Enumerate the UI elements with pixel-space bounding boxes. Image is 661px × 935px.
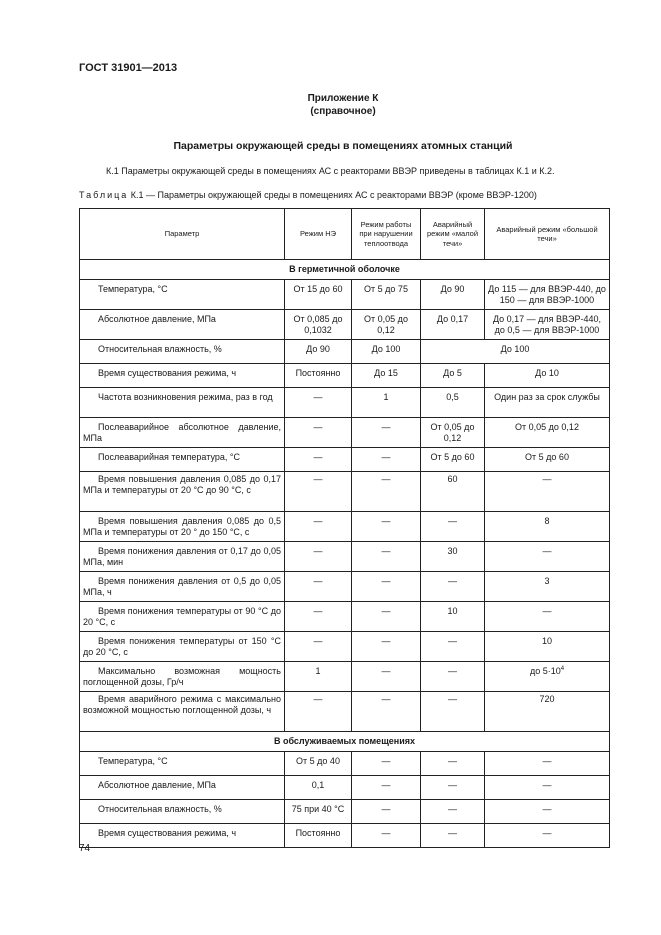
section-row: [80, 732, 610, 752]
large-leak-cell: От 5 до 60: [485, 448, 610, 472]
ne-cell: Постоянно: [285, 824, 352, 848]
ne-cell: —: [285, 602, 352, 632]
small-leak-cell: До 0,17: [421, 310, 485, 340]
large-leak-cell: —: [485, 542, 610, 572]
param-cell: Относительная влажность, %: [80, 340, 285, 364]
ne-cell: —: [285, 542, 352, 572]
ne-cell: —: [285, 388, 352, 418]
table-row: [80, 418, 610, 448]
nt-cell: —: [352, 572, 421, 602]
nt-cell: —: [352, 542, 421, 572]
small-leak-cell: —: [421, 824, 485, 848]
small-leak-cell: —: [421, 572, 485, 602]
ne-cell: 75 при 40 °С: [285, 800, 352, 824]
table-caption: [79, 190, 537, 200]
nt-cell: —: [352, 512, 421, 542]
nt-cell: —: [352, 662, 421, 692]
nt-cell: —: [352, 692, 421, 732]
small-leak-cell: До 5: [421, 364, 485, 388]
table-row: [80, 280, 610, 310]
header-small-leak: Аварийный режим «малой течи»: [421, 209, 485, 260]
table-row: [80, 776, 610, 800]
nt-cell: 1: [352, 388, 421, 418]
large-leak-cell: 8: [485, 512, 610, 542]
table-row: [80, 472, 610, 512]
table-row: [80, 340, 610, 364]
table-row: [80, 388, 610, 418]
merged-leak-cell: До 100: [421, 340, 610, 364]
param-cell: Относительная влажность, %: [80, 800, 285, 824]
table-row: [80, 752, 610, 776]
small-leak-cell: От 0,05 до 0,12: [421, 418, 485, 448]
small-leak-cell: —: [421, 692, 485, 732]
nt-cell: До 15: [352, 364, 421, 388]
table-row: [80, 448, 610, 472]
small-leak-cell: 60: [421, 472, 485, 512]
param-cell: Температура, °С: [80, 280, 285, 310]
small-leak-cell: До 90: [421, 280, 485, 310]
small-leak-cell: —: [421, 776, 485, 800]
annex-title: Приложение К: [307, 93, 379, 104]
ne-cell: От 15 до 60: [285, 280, 352, 310]
param-cell: Время существования режима, ч: [80, 364, 285, 388]
param-cell: Время понижения давления от 0,17 до 0,05 МПа, мин: [80, 542, 285, 572]
ne-cell: До 90: [285, 340, 352, 364]
nt-cell: —: [352, 602, 421, 632]
document-code: ГОСТ 31901—2013: [79, 62, 178, 74]
nt-cell: От 5 до 75: [352, 280, 421, 310]
ne-cell: —: [285, 512, 352, 542]
large-leak-cell: —: [485, 472, 610, 512]
section-title-serviced-rooms: В обслуживаемых помещениях: [80, 732, 610, 752]
large-leak-cell: Один раз за срок службы: [485, 388, 610, 418]
large-leak-cell: —: [485, 824, 610, 848]
param-cell: Время понижения давления от 0,5 до 0,05 МПа, ч: [80, 572, 285, 602]
page-number: 74: [79, 843, 91, 854]
table-caption-text: К.1 — Параметры окружающей среды в помещениях АС с реакторами ВВЭР (кроме ВВЭР-1200): [128, 190, 537, 200]
small-leak-cell: —: [421, 512, 485, 542]
ne-cell: Постоянно: [285, 364, 352, 388]
small-leak-cell: —: [421, 662, 485, 692]
large-leak-cell: —: [485, 800, 610, 824]
small-leak-cell: 0,5: [421, 388, 485, 418]
table-row: [80, 632, 610, 662]
param-cell: Время повышения давления 0,085 до 0,5 МПа и температуры от 20 ° до 150 °С, с: [80, 512, 285, 542]
nt-cell: —: [352, 752, 421, 776]
section-row: [80, 260, 610, 280]
nt-cell: —: [352, 418, 421, 448]
ne-cell: —: [285, 632, 352, 662]
dose-rate-base: до 5·10: [529, 666, 561, 676]
large-leak-cell: 3: [485, 572, 610, 602]
param-cell: Температура, °С: [80, 752, 285, 776]
table-row: [80, 364, 610, 388]
param-cell: Абсолютное давление, МПа: [80, 776, 285, 800]
large-leak-cell: До 10: [485, 364, 610, 388]
table-row: [80, 800, 610, 824]
large-leak-cell: —: [485, 602, 610, 632]
table-caption-label: Таблица: [79, 190, 129, 200]
nt-cell: —: [352, 472, 421, 512]
table-row: [80, 310, 610, 340]
nt-cell: —: [352, 800, 421, 824]
ne-cell: 1: [285, 662, 352, 692]
param-cell: Время понижения температуры от 90 °С до 20 °С, с: [80, 602, 285, 632]
large-leak-cell: —: [485, 752, 610, 776]
param-cell: Частота возникновения режима, раз в год: [80, 388, 285, 418]
large-leak-cell: До 0,17 — для ВВЭР-440, до 0,5 — для ВВЭР-1000: [485, 310, 610, 340]
nt-cell: —: [352, 448, 421, 472]
small-leak-cell: —: [421, 800, 485, 824]
large-leak-cell: До 115 — для ВВЭР-440, до 150 — для ВВЭР-1000: [485, 280, 610, 310]
ne-cell: —: [285, 572, 352, 602]
table-row: [80, 692, 610, 732]
ne-cell: 0,1: [285, 776, 352, 800]
large-leak-cell: 720: [485, 692, 610, 732]
nt-cell: До 100: [352, 340, 421, 364]
large-leak-cell: От 0,05 до 0,12: [485, 418, 610, 448]
table-row: [80, 512, 610, 542]
header-parameter: Параметр: [80, 209, 285, 260]
param-cell: Время понижения температуры от 150 °С до 20 °С, с: [80, 632, 285, 662]
large-leak-cell: 10: [485, 632, 610, 662]
small-leak-cell: 10: [421, 602, 485, 632]
param-cell: Время повышения давления 0,085 до 0,17 МПа и температуры от 20 °С до 90 °С, с: [80, 472, 285, 512]
intro-paragraph: К.1 Параметры окружающей среды в помещениях АС с реакторами ВВЭР приведены в таблицах К.1 и К.2.: [106, 166, 555, 176]
ne-cell: —: [285, 472, 352, 512]
small-leak-cell: От 5 до 60: [421, 448, 485, 472]
param-cell: Время существования режима, ч: [80, 824, 285, 848]
table-header-row: [80, 209, 610, 260]
parameters-table: [79, 208, 610, 848]
table-row: [80, 542, 610, 572]
nt-cell: —: [352, 776, 421, 800]
small-leak-cell: —: [421, 632, 485, 662]
ne-cell: От 5 до 40: [285, 752, 352, 776]
header-large-leak: Аварийный режим «большой течи»: [485, 209, 610, 260]
param-cell: Послеаварийное абсолютное давление, МПа: [80, 418, 285, 448]
table-row: [80, 572, 610, 602]
large-leak-cell: —: [485, 776, 610, 800]
ne-cell: —: [285, 692, 352, 732]
table-row: [80, 662, 610, 692]
table-row: [80, 602, 610, 632]
param-cell: Максимально возможная мощность поглощенной дозы, Гр/ч: [80, 662, 285, 692]
section-title: Параметры окружающей среды в помещениях атомных станций: [173, 140, 513, 152]
param-cell: Абсолютное давление, МПа: [80, 310, 285, 340]
small-leak-cell: —: [421, 752, 485, 776]
ne-cell: От 0,085 до 0,1032: [285, 310, 352, 340]
nt-cell: От 0,05 до 0,12: [352, 310, 421, 340]
dose-rate-exponent: 4: [560, 666, 565, 672]
ne-cell: —: [285, 418, 352, 448]
annex-note: (справочное): [310, 106, 376, 117]
header-normal-mode: Режим НЭ: [285, 209, 352, 260]
large-leak-cell: [485, 662, 610, 692]
header-heat-removal-mode: Режим работы при нарушении теплоотвода: [352, 209, 421, 260]
annex-heading: [79, 92, 607, 118]
nt-cell: —: [352, 632, 421, 662]
small-leak-cell: 30: [421, 542, 485, 572]
section-title-containment: В герметичной оболочке: [80, 260, 610, 280]
nt-cell: —: [352, 824, 421, 848]
ne-cell: —: [285, 448, 352, 472]
param-cell: Послеаварийная температура, °С: [80, 448, 285, 472]
table-row: [80, 824, 610, 848]
param-cell: Время аварийного режима с максимально возможной мощностью поглощенной дозы, ч: [80, 692, 285, 732]
